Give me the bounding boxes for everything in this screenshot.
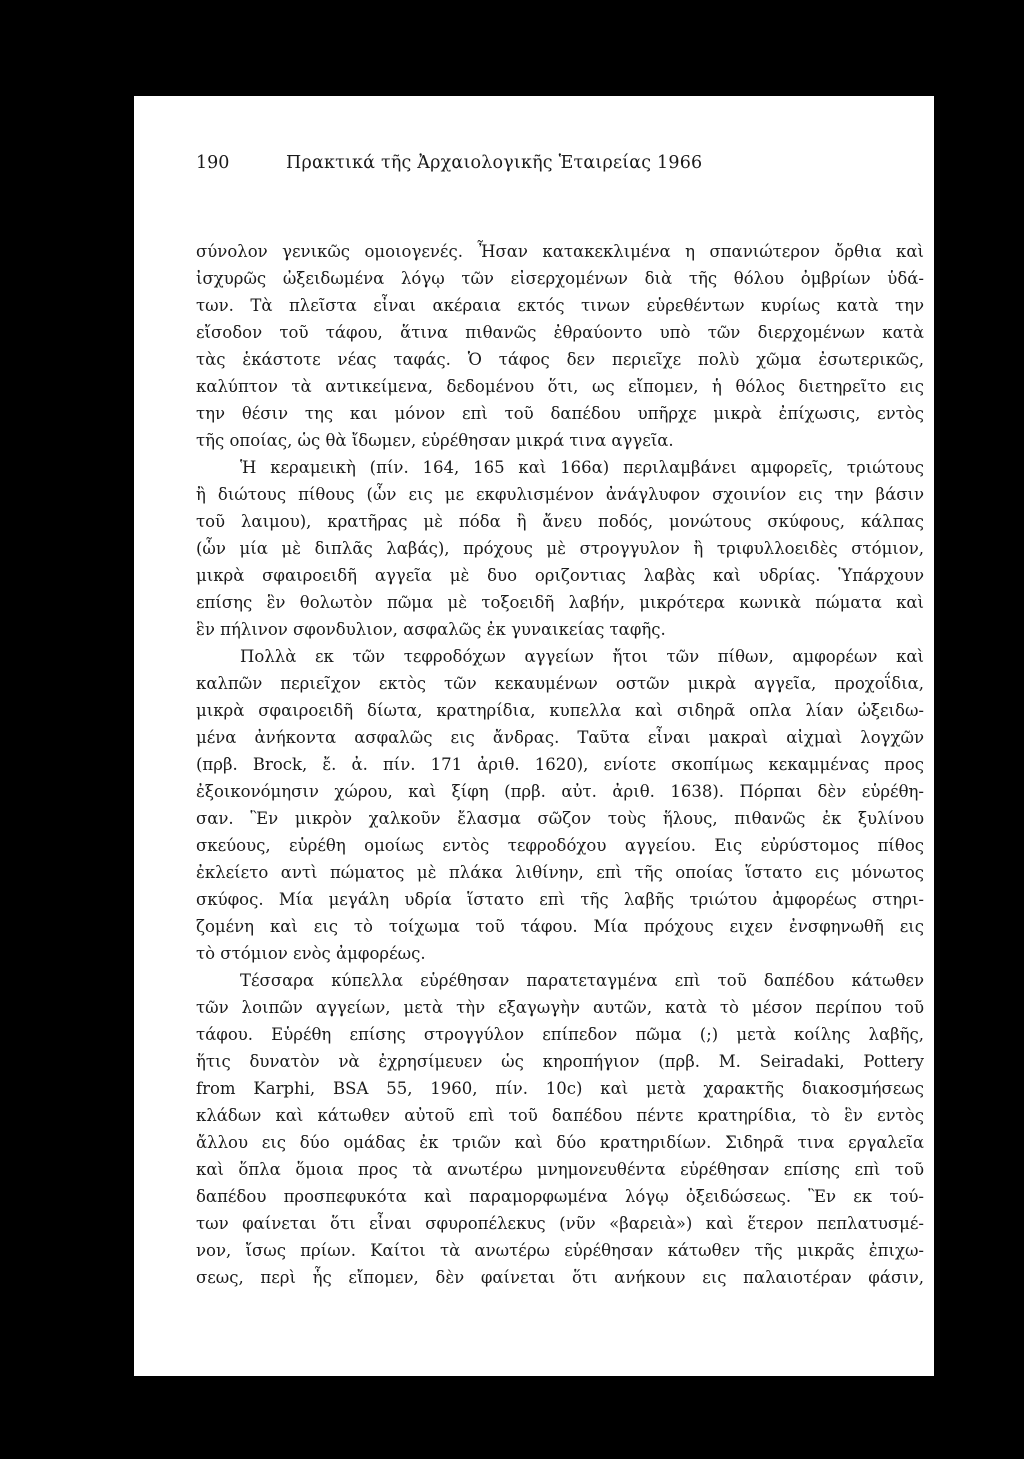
text-line: των φαίνεται ὅτι εἶναι σφυροπέλεκυς (νῦν «βαρειὰ») καὶ ἕτερον πεπλατυσμέ-: [196, 1214, 924, 1233]
text-line: επίσης ἓν θολωτὸν πῶμα μὲ τοξοειδῆ λαβήν, μικρότερα κωνικὰ πώματα καὶ: [196, 593, 924, 612]
text-line: την θέσιν της και μόνον επὶ τοῦ δαπέδου υπῆρχε μικρὰ ἐπίχωσις, εντὸς: [196, 404, 924, 423]
text-line: μικρὰ σφαιροειδῆ αγγεῖα μὲ δυο οριζοντιας λαβὰς καὶ υδρίας. Ὑπάρχουν: [196, 566, 924, 585]
text-line: τὰς ἑκάστοτε νέας ταφάς. Ὁ τάφος δεν περιεῖχε πολὺ χῶμα ἐσωτερικῶς,: [196, 350, 924, 369]
text-line: καλύπτον τὰ αντικείμενα, δεδομένου ὅτι, ως εἴπομεν, ἡ θόλος διετηρεῖτο εις: [196, 377, 924, 396]
text-line: σαν. Ἓν μικρὸν χαλκοῦν ἔλασμα σῶζον τοὺς ἥλους, πιθανῶς ἐκ ξυλίνου: [196, 809, 924, 828]
text-line: καλπῶν περιεῖχον εκτὸς τῶν κεκαυμένων οστῶν μικρὰ αγγεῖα, προχοΐδια,: [196, 674, 924, 693]
text-line: Τέσσαρα κύπελλα εὑρέθησαν παρατεταγμένα επὶ τοῦ δαπέδου κάτωθεν: [240, 971, 924, 990]
text-line: μένα ἀνήκοντα ασφαλῶς εις ἄνδρας. Ταῦτα εἶναι μακραὶ αἰχμαὶ λογχῶν: [196, 728, 924, 747]
paragraph: [196, 238, 924, 454]
text-line: καὶ ὅπλα ὅμοια προς τὰ ανωτέρω μνημονευθέντα εὑρέθησαν επίσης επὶ τοῦ: [196, 1160, 924, 1179]
text-line: ἓν πήλινον σφονδυλιον, ασφαλῶς ἐκ γυναικείας ταφῆς.: [196, 620, 666, 639]
text-line: ζομένη καὶ εις τὸ τοίχωμα τοῦ τάφου. Μία πρόχους ειχεν ἐνσφηνωθῆ εις: [196, 917, 924, 936]
text-line: εἴσοδον τοῦ τάφου, ἅτινα πιθανῶς ἐθραύοντο υπὸ τῶν διερχομένων κατὰ: [196, 323, 924, 342]
text-line: Ἡ κεραμεικὴ (πίν. 164, 165 καὶ 166α) περιλαμβάνει αμφορεῖς, τριώτους: [240, 458, 924, 477]
page-number: 190: [196, 153, 230, 173]
text-line: (πρβ. Brock, ἔ. ἀ. πίν. 171 ἀριθ. 1620), ενίοτε σκοπίμως κεκαμμένας προς: [196, 755, 924, 774]
text-line: νον, ἴσως πρίων. Καίτοι τὰ ανωτέρω εὑρέθησαν κάτωθεν τῆς μικρᾶς ἐπιχω-: [196, 1241, 924, 1260]
text-line: τῶν λοιπῶν αγγείων, μετὰ τὴν εξαγωγὴν αυτῶν, κατὰ τὸ μέσον περίπου τοῦ: [196, 998, 924, 1017]
text-line: ἐκλείετο αντὶ πώματος μὲ πλάκα λιθίνην, επὶ τῆς οποίας ἵστατο εις μόνωτος: [196, 863, 924, 882]
text-line: σεως, περὶ ἧς εἴπομεν, δὲν φαίνεται ὅτι ανήκουν εις παλαιοτέραν φάσιν,: [196, 1268, 924, 1287]
running-title: Πρακτικά τῆς Ἀρχαιολογικῆς Ἑταιρείας 1966: [286, 153, 703, 173]
paragraph: [196, 643, 924, 967]
text-line: τὸ στόμιον ενὸς ἀμφορέως.: [196, 944, 426, 963]
text-line: (ὧν μία μὲ διπλᾶς λαβάς), πρόχους μὲ στρογγυλον ἢ τριφυλλοειδὲς στόμιον,: [196, 539, 924, 558]
text-line: from Karphi, BSA 55, 1960, πίν. 10c) καὶ μετὰ χαρακτῆς διακοσμήσεως: [196, 1079, 924, 1098]
text-line: τάφου. Εὑρέθη επίσης στρογγύλον επίπεδον πῶμα (;) μετὰ κοίλης λαβῆς,: [196, 1025, 924, 1044]
page-header: [196, 153, 936, 183]
text-line: μικρὰ σφαιροειδῆ δίωτα, κρατηρίδια, κυπελλα καὶ σιδηρᾶ οπλα λίαν ὠξειδω-: [196, 701, 924, 720]
document-page: [134, 96, 934, 1376]
text-line: ἥτις δυνατὸν νὰ ἐχρησίμευεν ὡς κηροπήγιον (πρβ. M. Seiradaki, Pottery: [196, 1052, 924, 1071]
body-text: [196, 238, 924, 1291]
text-line: τοῦ λαιμου), κρατῆρας μὲ πόδα ἢ ἄνευ ποδός, μονώτους σκύφους, κάλπας: [196, 512, 924, 531]
paragraph: [196, 454, 924, 643]
text-line: Πολλὰ εκ τῶν τεφροδόχων αγγείων ἤτοι τῶν πίθων, αμφορέων καὶ: [240, 647, 924, 666]
text-line: ἢ διώτους πίθους (ὧν εις με εκφυλισμένον ἀνάγλυφον σχοινίον εις την βάσιν: [196, 485, 924, 504]
text-line: δαπέδου προσπεφυκότα καὶ παραμορφωμένα λόγῳ ὀξειδώσεως. Ἓν εκ τού-: [196, 1187, 924, 1206]
text-line: σύνολον γενικῶς ομοιογενές. Ἦσαν κατακεκλιμένα η σπανιώτερον ὄρθια καὶ: [196, 242, 924, 261]
text-line: των. Τὰ πλεῖστα εἶναι ακέραια εκτός τινων εὑρεθέντων κυρίως κατὰ την: [196, 296, 924, 315]
text-line: σκεύους, εὑρέθη ομοίως εντὸς τεφροδόχου αγγείου. Εις εὐρύστομος πίθος: [196, 836, 924, 855]
text-line: ἄλλου εις δύο ομάδας ἐκ τριῶν καὶ δύο κρατηριδίων. Σιδηρᾶ τινα εργαλεῖα: [196, 1133, 924, 1152]
paragraph: [196, 967, 924, 1291]
text-line: ἰσχυρῶς ὠξειδωμένα λόγῳ τῶν εἰσερχομένων διὰ τῆς θόλου ὀμβρίων ὑδά-: [196, 269, 924, 288]
text-line: ἐξοικονόμησιν χώρου, καὶ ξίφη (πρβ. αὐτ. ἀριθ. 1638). Πόρπαι δὲν εὑρέθη-: [196, 782, 924, 801]
text-line: τῆς οποίας, ὡς θὰ ἴδωμεν, εὑρέθησαν μικρά τινα αγγεῖα.: [196, 431, 674, 450]
text-line: κλάδων καὶ κάτωθεν αὐτοῦ επὶ τοῦ δαπέδου πέντε κρατηρίδια, τὸ ἓν εντὸς: [196, 1106, 924, 1125]
text-line: σκύφος. Μία μεγάλη υδρία ἵστατο επὶ τῆς λαβῆς τριώτου ἀμφορέως στηρι-: [196, 890, 924, 909]
